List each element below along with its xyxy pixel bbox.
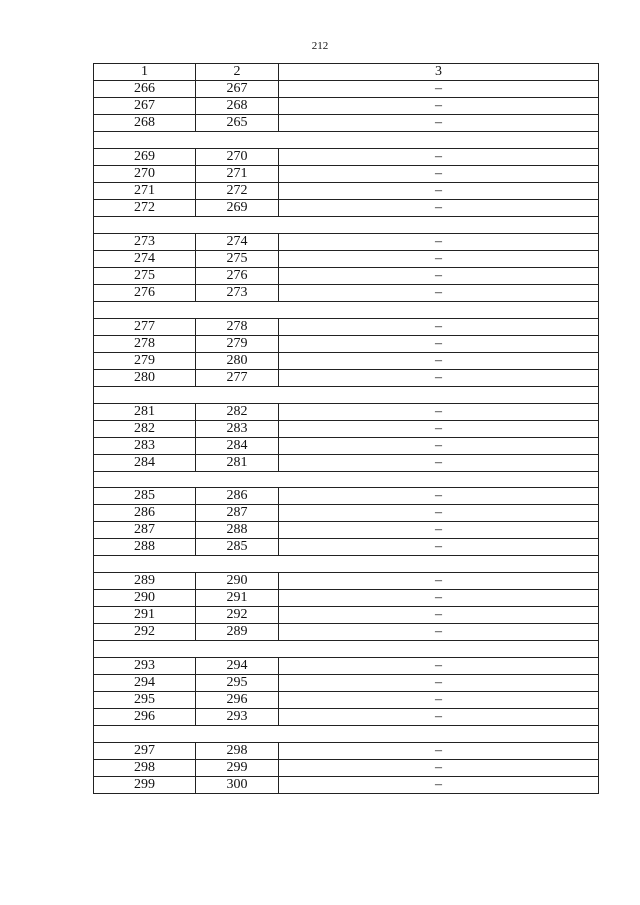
table-cell-col-2: 293 bbox=[196, 709, 279, 726]
table-cell-col-1: 285 bbox=[94, 488, 196, 505]
table-cell-col-1: 278 bbox=[94, 335, 196, 352]
table-cell-col-1: 276 bbox=[94, 284, 196, 301]
table-cell-col-2: 284 bbox=[196, 437, 279, 454]
table-row bbox=[94, 675, 599, 692]
table-row bbox=[94, 709, 599, 726]
table-cell-col-3: – bbox=[279, 505, 599, 522]
table-cell-col-1: 292 bbox=[94, 624, 196, 641]
table-row bbox=[94, 539, 599, 556]
table-cell-col-2: 300 bbox=[196, 777, 279, 794]
group-separator-row bbox=[94, 301, 599, 318]
table-cell-col-3: – bbox=[279, 777, 599, 794]
header-cell-1: 1 bbox=[94, 64, 196, 81]
table-cell-col-2: 285 bbox=[196, 539, 279, 556]
table-cell-col-3: – bbox=[279, 81, 599, 98]
table-cell-col-1: 291 bbox=[94, 607, 196, 624]
group-separator-cell bbox=[94, 301, 599, 318]
table-cell-col-2: 288 bbox=[196, 522, 279, 539]
table-cell-col-3: – bbox=[279, 454, 599, 471]
group-separator-cell bbox=[94, 641, 599, 658]
table-row bbox=[94, 607, 599, 624]
table-cell-col-3: – bbox=[279, 420, 599, 437]
table-cell-col-2: 273 bbox=[196, 284, 279, 301]
table-cell-col-1: 295 bbox=[94, 692, 196, 709]
table-cell-col-2: 299 bbox=[196, 760, 279, 777]
table-cell-col-2: 272 bbox=[196, 182, 279, 199]
table-row bbox=[94, 403, 599, 420]
table-cell-col-1: 286 bbox=[94, 505, 196, 522]
table-row bbox=[94, 573, 599, 590]
table-cell-col-1: 289 bbox=[94, 573, 196, 590]
table-cell-col-3: – bbox=[279, 573, 599, 590]
group-separator-row bbox=[94, 726, 599, 743]
table-cell-col-3: – bbox=[279, 692, 599, 709]
table-cell-col-2: 265 bbox=[196, 115, 279, 132]
table-cell-col-3: – bbox=[279, 284, 599, 301]
table-cell-col-2: 298 bbox=[196, 743, 279, 760]
table-row bbox=[94, 267, 599, 284]
table-row bbox=[94, 250, 599, 267]
table-cell-col-2: 282 bbox=[196, 403, 279, 420]
table-row bbox=[94, 488, 599, 505]
group-separator-row bbox=[94, 386, 599, 403]
table-cell-col-1: 282 bbox=[94, 420, 196, 437]
page-number: 212 bbox=[311, 40, 329, 52]
header-cell-2: 2 bbox=[196, 64, 279, 81]
table-cell-col-1: 294 bbox=[94, 675, 196, 692]
table-cell-col-3: – bbox=[279, 607, 599, 624]
table-row bbox=[94, 233, 599, 250]
table-row bbox=[94, 760, 599, 777]
table-row bbox=[94, 658, 599, 675]
table-cell-col-3: – bbox=[279, 709, 599, 726]
table-row bbox=[94, 522, 599, 539]
table-cell-col-3: – bbox=[279, 522, 599, 539]
table-cell-col-1: 277 bbox=[94, 318, 196, 335]
table-row bbox=[94, 199, 599, 216]
table-cell-col-1: 273 bbox=[94, 233, 196, 250]
table-cell-col-3: – bbox=[279, 318, 599, 335]
table-row bbox=[94, 777, 599, 794]
table-row bbox=[94, 624, 599, 641]
table-row bbox=[94, 369, 599, 386]
table-cell-col-3: – bbox=[279, 199, 599, 216]
table-cell-col-3: – bbox=[279, 624, 599, 641]
table-cell-col-3: – bbox=[279, 233, 599, 250]
table-cell-col-2: 276 bbox=[196, 267, 279, 284]
table-cell-col-3: – bbox=[279, 760, 599, 777]
table-cell-col-2: 268 bbox=[196, 98, 279, 115]
table-row bbox=[94, 335, 599, 352]
table-cell-col-1: 290 bbox=[94, 590, 196, 607]
table-row bbox=[94, 165, 599, 182]
table-cell-col-2: 292 bbox=[196, 607, 279, 624]
table-cell-col-1: 296 bbox=[94, 709, 196, 726]
table-cell-col-1: 266 bbox=[94, 81, 196, 98]
data-table bbox=[93, 63, 599, 794]
table-cell-col-1: 279 bbox=[94, 352, 196, 369]
table-row bbox=[94, 318, 599, 335]
group-separator-row bbox=[94, 132, 599, 149]
table-cell-col-2: 271 bbox=[196, 165, 279, 182]
table-cell-col-2: 274 bbox=[196, 233, 279, 250]
header-cell-3: 3 bbox=[279, 64, 599, 81]
table-cell-col-1: 283 bbox=[94, 437, 196, 454]
table-cell-col-3: – bbox=[279, 250, 599, 267]
group-separator-cell bbox=[94, 556, 599, 573]
table-cell-col-2: 270 bbox=[196, 148, 279, 165]
table-cell-col-2: 295 bbox=[196, 675, 279, 692]
table-row bbox=[94, 420, 599, 437]
table-cell-col-3: – bbox=[279, 182, 599, 199]
table-cell-col-2: 269 bbox=[196, 199, 279, 216]
table-cell-col-3: – bbox=[279, 403, 599, 420]
group-separator-row bbox=[94, 641, 599, 658]
table-row bbox=[94, 81, 599, 98]
table-row bbox=[94, 148, 599, 165]
table-cell-col-1: 298 bbox=[94, 760, 196, 777]
table-row bbox=[94, 743, 599, 760]
table-cell-col-2: 277 bbox=[196, 369, 279, 386]
table-cell-col-3: – bbox=[279, 267, 599, 284]
table-cell-col-3: – bbox=[279, 437, 599, 454]
table-cell-col-2: 294 bbox=[196, 658, 279, 675]
table-cell-col-1: 271 bbox=[94, 182, 196, 199]
table-cell-col-3: – bbox=[279, 148, 599, 165]
table-row bbox=[94, 98, 599, 115]
table-cell-col-1: 275 bbox=[94, 267, 196, 284]
group-separator-row bbox=[94, 471, 599, 488]
table-cell-col-3: – bbox=[279, 335, 599, 352]
table-row bbox=[94, 182, 599, 199]
table-cell-col-1: 293 bbox=[94, 658, 196, 675]
table-cell-col-1: 284 bbox=[94, 454, 196, 471]
table-cell-col-2: 281 bbox=[196, 454, 279, 471]
table-cell-col-1: 272 bbox=[94, 199, 196, 216]
table-cell-col-2: 296 bbox=[196, 692, 279, 709]
table-cell-col-1: 287 bbox=[94, 522, 196, 539]
table-cell-col-3: – bbox=[279, 98, 599, 115]
table-row bbox=[94, 590, 599, 607]
table-row bbox=[94, 437, 599, 454]
group-separator-cell bbox=[94, 216, 599, 233]
table-row bbox=[94, 692, 599, 709]
table-cell-col-3: – bbox=[279, 352, 599, 369]
table-cell-col-1: 297 bbox=[94, 743, 196, 760]
table-cell-col-3: – bbox=[279, 675, 599, 692]
table-row bbox=[94, 115, 599, 132]
table-cell-col-2: 279 bbox=[196, 335, 279, 352]
table-cell-col-1: 269 bbox=[94, 148, 196, 165]
table-cell-col-2: 286 bbox=[196, 488, 279, 505]
table-cell-col-1: 267 bbox=[94, 98, 196, 115]
table-body bbox=[94, 81, 599, 794]
table-row bbox=[94, 505, 599, 522]
table-cell-col-3: – bbox=[279, 369, 599, 386]
table-cell-col-3: – bbox=[279, 743, 599, 760]
table-cell-col-3: – bbox=[279, 590, 599, 607]
table-cell-col-2: 289 bbox=[196, 624, 279, 641]
table-row bbox=[94, 352, 599, 369]
table-cell-col-2: 278 bbox=[196, 318, 279, 335]
table-header-row bbox=[94, 64, 599, 81]
table-cell-col-3: – bbox=[279, 488, 599, 505]
group-separator-row bbox=[94, 556, 599, 573]
table-cell-col-2: 290 bbox=[196, 573, 279, 590]
table-cell-col-3: – bbox=[279, 165, 599, 182]
table-row bbox=[94, 454, 599, 471]
data-table-container bbox=[93, 63, 598, 794]
table-row bbox=[94, 284, 599, 301]
group-separator-cell bbox=[94, 132, 599, 149]
table-cell-col-3: – bbox=[279, 539, 599, 556]
table-cell-col-2: 291 bbox=[196, 590, 279, 607]
table-cell-col-1: 288 bbox=[94, 539, 196, 556]
table-cell-col-2: 275 bbox=[196, 250, 279, 267]
table-cell-col-3: – bbox=[279, 658, 599, 675]
table-cell-col-1: 299 bbox=[94, 777, 196, 794]
group-separator-row bbox=[94, 216, 599, 233]
table-cell-col-1: 281 bbox=[94, 403, 196, 420]
table-cell-col-1: 280 bbox=[94, 369, 196, 386]
group-separator-cell bbox=[94, 726, 599, 743]
table-cell-col-2: 267 bbox=[196, 81, 279, 98]
group-separator-cell bbox=[94, 386, 599, 403]
table-cell-col-1: 270 bbox=[94, 165, 196, 182]
table-cell-col-3: – bbox=[279, 115, 599, 132]
table-cell-col-2: 287 bbox=[196, 505, 279, 522]
table-cell-col-2: 283 bbox=[196, 420, 279, 437]
group-separator-cell bbox=[94, 471, 599, 488]
table-cell-col-1: 268 bbox=[94, 115, 196, 132]
table-cell-col-2: 280 bbox=[196, 352, 279, 369]
table-cell-col-1: 274 bbox=[94, 250, 196, 267]
